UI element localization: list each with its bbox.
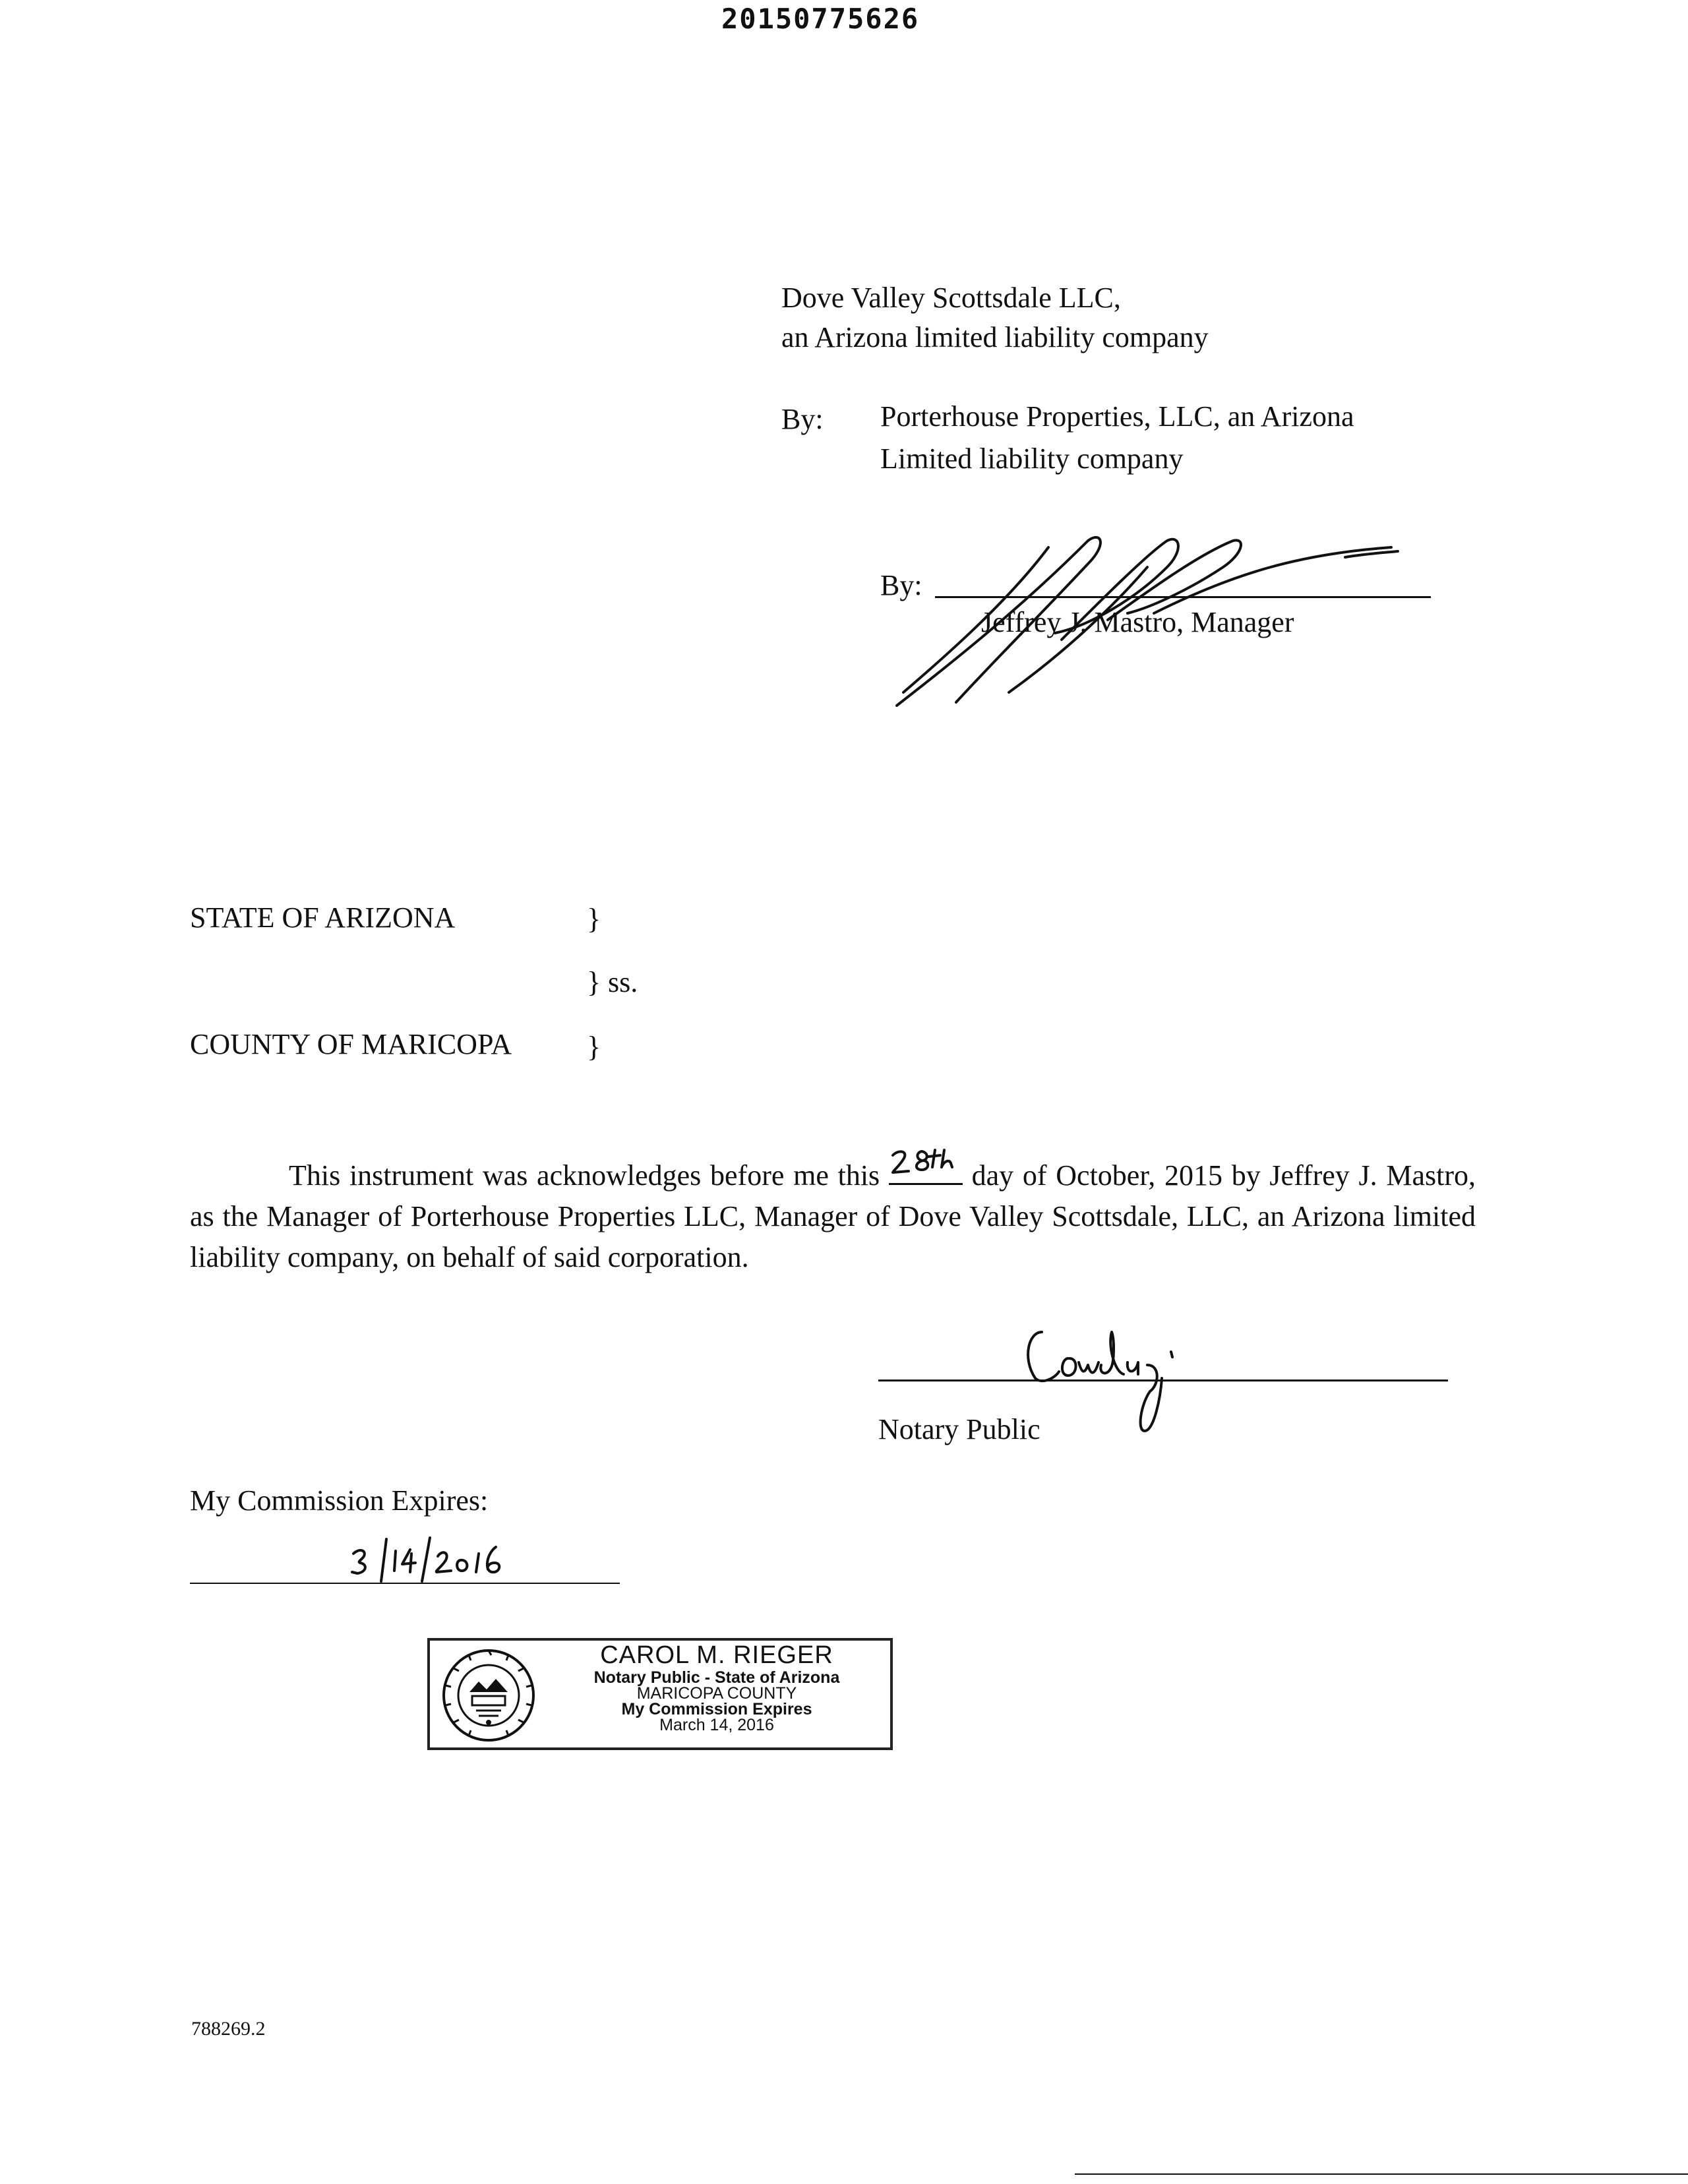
company-name: Dove Valley Scottsdale LLC, [781, 282, 1121, 314]
stamp-title: Notary Public - State of Arizona [593, 1668, 840, 1687]
company-type: an Arizona limited liability company [781, 321, 1209, 353]
ss-label: ss. [608, 966, 638, 998]
notary-signature-line [878, 1380, 1448, 1381]
footer-doc-number: 788269.2 [191, 2018, 266, 2040]
signer-name-title: Jeffrey J. Mastro, Manager [981, 606, 1294, 638]
notary-stamp [427, 1638, 893, 1750]
arizona-seal-icon [439, 1646, 538, 1745]
stamp-county: MARICOPA COUNTY [636, 1684, 797, 1703]
county-brace: } [587, 1031, 601, 1063]
handwritten-day-ink [889, 1147, 963, 1180]
signer-by-label: By: [880, 569, 922, 601]
recording-number: 20150775626 [721, 3, 920, 35]
by-label: By: [781, 403, 824, 435]
state-label: STATE OF ARIZONA [190, 901, 456, 934]
handwritten-day [889, 1157, 963, 1185]
commission-expires-label: My Commission Expires: [190, 1484, 489, 1517]
commission-date-line [190, 1583, 620, 1584]
mastro-signature [890, 528, 1418, 719]
notary-public-label: Notary Public [878, 1413, 1040, 1445]
acknowledgment-paragraph [190, 1155, 1476, 1278]
manager-entity-line2: Limited liability company [880, 442, 1184, 475]
ss-brace: } [587, 966, 601, 998]
stamp-notary-name: CAROL M. RIEGER [600, 1641, 833, 1669]
ack-text-after: day of October, 2015 by Jeffrey J. Mastro, as the Manager of Porterhouse Properties LLC, Manager of Dove Valley Scottsdale, LLC, an Arizona limited liability company, on behalf of said corporation. [190, 1159, 1476, 1273]
state-brace: } [587, 903, 601, 935]
county-label: COUNTY OF MARICOPA [190, 1028, 512, 1060]
notary-signature [1015, 1319, 1253, 1451]
commission-date-handwritten [349, 1534, 534, 1587]
stamp-commission-label: My Commission Expires [621, 1700, 812, 1718]
manager-entity-line1: Porterhouse Properties, LLC, an Arizona [880, 400, 1354, 433]
ack-text-before: This instrument was acknowledges before me this [289, 1159, 880, 1192]
scan-edge-line [1075, 2173, 1688, 2175]
stamp-commission-date: March 14, 2016 [659, 1716, 774, 1734]
